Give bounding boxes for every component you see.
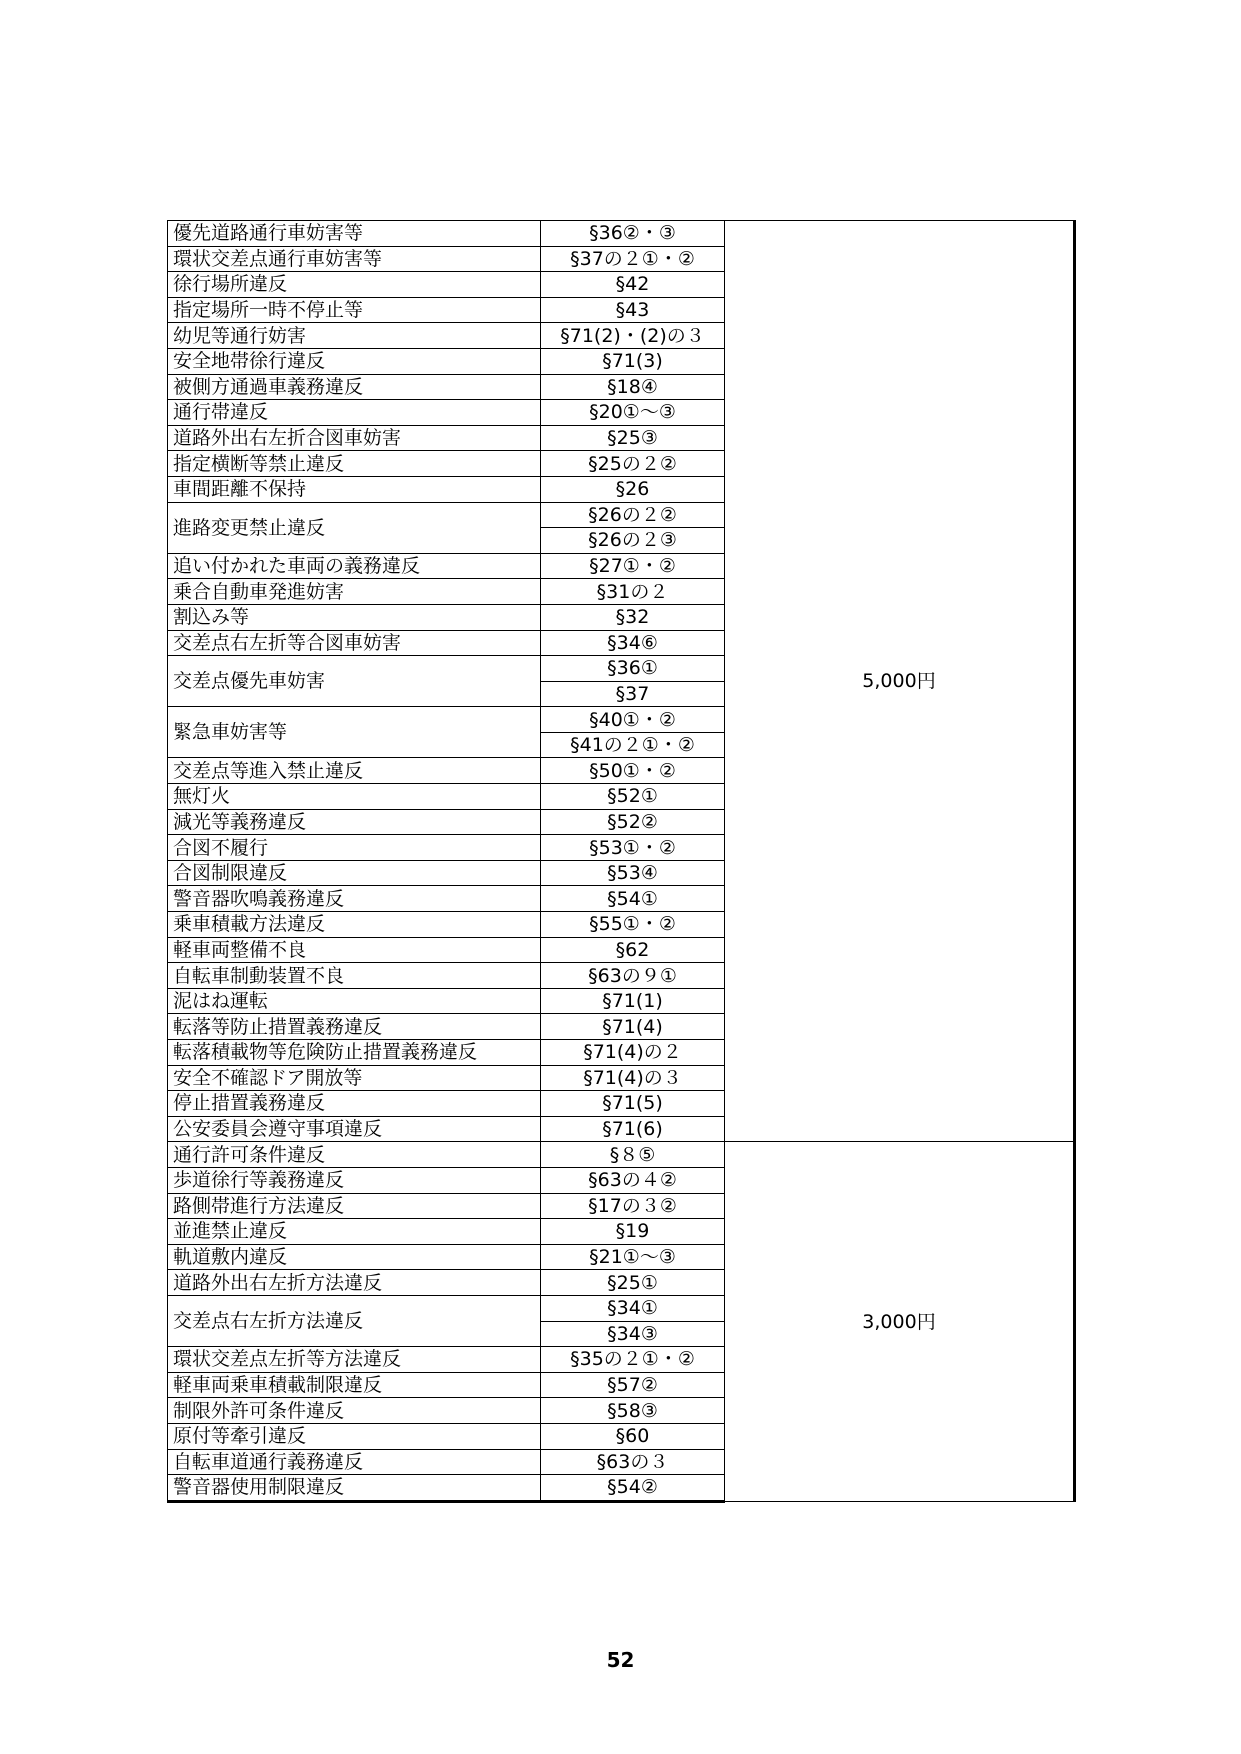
violation-name-cell: 並進禁止違反 bbox=[168, 1219, 541, 1245]
article-reference-cell: §71(6) bbox=[541, 1116, 725, 1142]
article-reference-cell: §36① bbox=[541, 656, 725, 682]
page-number: 52 bbox=[606, 1648, 635, 1672]
article-reference-cell: §50①・② bbox=[541, 758, 725, 784]
article-reference-cell: §17の３② bbox=[541, 1193, 725, 1219]
article-reference-cell: §41の２①・② bbox=[541, 732, 725, 758]
violation-name-cell: 通行許可条件違反 bbox=[168, 1142, 541, 1168]
article-reference-cell: §36②・③ bbox=[541, 221, 725, 247]
article-reference-cell: §27①・② bbox=[541, 553, 725, 579]
article-reference-cell: §34⑥ bbox=[541, 630, 725, 656]
article-reference-cell: §32 bbox=[541, 604, 725, 630]
article-reference-cell: §25③ bbox=[541, 425, 725, 451]
violation-name-cell: 軌道敷内違反 bbox=[168, 1244, 541, 1270]
article-reference-cell: §８⑤ bbox=[541, 1142, 725, 1168]
violation-name-cell: 緊急車妨害等 bbox=[168, 707, 541, 758]
violation-name-cell: 割込み等 bbox=[168, 604, 541, 630]
article-reference-cell: §71(1) bbox=[541, 988, 725, 1014]
article-reference-cell: §71(4)の２ bbox=[541, 1040, 725, 1066]
article-reference-cell: §55①・② bbox=[541, 912, 725, 938]
article-reference-cell: §57② bbox=[541, 1372, 725, 1398]
article-reference-cell: §25① bbox=[541, 1270, 725, 1296]
article-reference-cell: §71(3) bbox=[541, 348, 725, 374]
violation-name-cell: 合図制限違反 bbox=[168, 860, 541, 886]
violation-name-cell: 転落積載物等危険防止措置義務違反 bbox=[168, 1040, 541, 1066]
violation-name-cell: 優先道路通行車妨害等 bbox=[168, 221, 541, 247]
fine-amount-cell: 3,000円 bbox=[725, 1142, 1075, 1501]
article-reference-cell: §53④ bbox=[541, 860, 725, 886]
violation-name-cell: 減光等義務違反 bbox=[168, 809, 541, 835]
article-reference-cell: §18④ bbox=[541, 374, 725, 400]
violation-name-cell: 通行帯違反 bbox=[168, 400, 541, 426]
violation-name-cell: 車間距離不保持 bbox=[168, 476, 541, 502]
violation-name-cell: 転落等防止措置義務違反 bbox=[168, 1014, 541, 1040]
table-row bbox=[168, 1142, 1075, 1168]
article-reference-cell: §71(4)の３ bbox=[541, 1065, 725, 1091]
violation-name-cell: 警音器吹鳴義務違反 bbox=[168, 886, 541, 912]
violation-name-cell: 環状交差点左折等方法違反 bbox=[168, 1347, 541, 1373]
article-reference-cell: §42 bbox=[541, 272, 725, 298]
violation-name-cell: 乗合自動車発進妨害 bbox=[168, 579, 541, 605]
article-reference-cell: §26 bbox=[541, 476, 725, 502]
article-reference-cell: §71(2)・(2)の３ bbox=[541, 323, 725, 349]
article-reference-cell: §63の４② bbox=[541, 1167, 725, 1193]
violation-name-cell: 交差点右左折等合図車妨害 bbox=[168, 630, 541, 656]
violation-name-cell: 無灯火 bbox=[168, 784, 541, 810]
violation-name-cell: 徐行場所違反 bbox=[168, 272, 541, 298]
violation-fine-table bbox=[167, 220, 1076, 1503]
article-reference-cell: §25の２② bbox=[541, 451, 725, 477]
article-reference-cell: §52② bbox=[541, 809, 725, 835]
violation-name-cell: 制限外許可条件違反 bbox=[168, 1398, 541, 1424]
violation-name-cell: 停止措置義務違反 bbox=[168, 1091, 541, 1117]
violation-name-cell: 交差点等進入禁止違反 bbox=[168, 758, 541, 784]
article-reference-cell: §60 bbox=[541, 1423, 725, 1449]
violation-name-cell: 安全不確認ドア開放等 bbox=[168, 1065, 541, 1091]
article-reference-cell: §40①・② bbox=[541, 707, 725, 733]
violation-name-cell: 指定場所一時不停止等 bbox=[168, 297, 541, 323]
article-reference-cell: §52① bbox=[541, 784, 725, 810]
article-reference-cell: §34① bbox=[541, 1295, 725, 1321]
article-reference-cell: §20①～③ bbox=[541, 400, 725, 426]
article-reference-cell: §26の２③ bbox=[541, 528, 725, 554]
violation-name-cell: 軽車両整備不良 bbox=[168, 937, 541, 963]
article-reference-cell: §37 bbox=[541, 681, 725, 707]
violation-name-cell: 指定横断等禁止違反 bbox=[168, 451, 541, 477]
article-reference-cell: §63の９① bbox=[541, 963, 725, 989]
article-reference-cell: §62 bbox=[541, 937, 725, 963]
violation-name-cell: 歩道徐行等義務違反 bbox=[168, 1167, 541, 1193]
table-row bbox=[168, 221, 1075, 247]
article-reference-cell: §21①～③ bbox=[541, 1244, 725, 1270]
violation-name-cell: 路側帯進行方法違反 bbox=[168, 1193, 541, 1219]
article-reference-cell: §58③ bbox=[541, 1398, 725, 1424]
article-reference-cell: §63の３ bbox=[541, 1449, 725, 1475]
article-reference-cell: §53①・② bbox=[541, 835, 725, 861]
article-reference-cell: §31の２ bbox=[541, 579, 725, 605]
article-reference-cell: §54② bbox=[541, 1475, 725, 1502]
violation-name-cell: 被側方通過車義務違反 bbox=[168, 374, 541, 400]
article-reference-cell: §43 bbox=[541, 297, 725, 323]
article-reference-cell: §35の２①・② bbox=[541, 1347, 725, 1373]
violation-name-cell: 交差点優先車妨害 bbox=[168, 656, 541, 707]
violation-name-cell: 環状交差点通行車妨害等 bbox=[168, 246, 541, 272]
violation-name-cell: 乗車積載方法違反 bbox=[168, 912, 541, 938]
article-reference-cell: §37の２①・② bbox=[541, 246, 725, 272]
violation-name-cell: 警音器使用制限違反 bbox=[168, 1475, 541, 1502]
violation-name-cell: 道路外出右左折方法違反 bbox=[168, 1270, 541, 1296]
article-reference-cell: §54① bbox=[541, 886, 725, 912]
article-reference-cell: §34③ bbox=[541, 1321, 725, 1347]
violation-name-cell: 合図不履行 bbox=[168, 835, 541, 861]
violation-name-cell: 追い付かれた車両の義務違反 bbox=[168, 553, 541, 579]
violation-name-cell: 公安委員会遵守事項違反 bbox=[168, 1116, 541, 1142]
violation-name-cell: 交差点右左折方法違反 bbox=[168, 1295, 541, 1346]
violation-name-cell: 自転車制動装置不良 bbox=[168, 963, 541, 989]
fine-amount-cell: 5,000円 bbox=[725, 221, 1075, 1142]
violation-name-cell: 軽車両乗車積載制限違反 bbox=[168, 1372, 541, 1398]
article-reference-cell: §19 bbox=[541, 1219, 725, 1245]
article-reference-cell: §26の２② bbox=[541, 502, 725, 528]
violation-name-cell: 安全地帯徐行違反 bbox=[168, 348, 541, 374]
violation-name-cell: 進路変更禁止違反 bbox=[168, 502, 541, 553]
violation-name-cell: 幼児等通行妨害 bbox=[168, 323, 541, 349]
violation-name-cell: 泥はね運転 bbox=[168, 988, 541, 1014]
violation-name-cell: 原付等牽引違反 bbox=[168, 1423, 541, 1449]
violation-name-cell: 道路外出右左折合図車妨害 bbox=[168, 425, 541, 451]
article-reference-cell: §71(4) bbox=[541, 1014, 725, 1040]
article-reference-cell: §71(5) bbox=[541, 1091, 725, 1117]
violation-name-cell: 自転車道通行義務違反 bbox=[168, 1449, 541, 1475]
